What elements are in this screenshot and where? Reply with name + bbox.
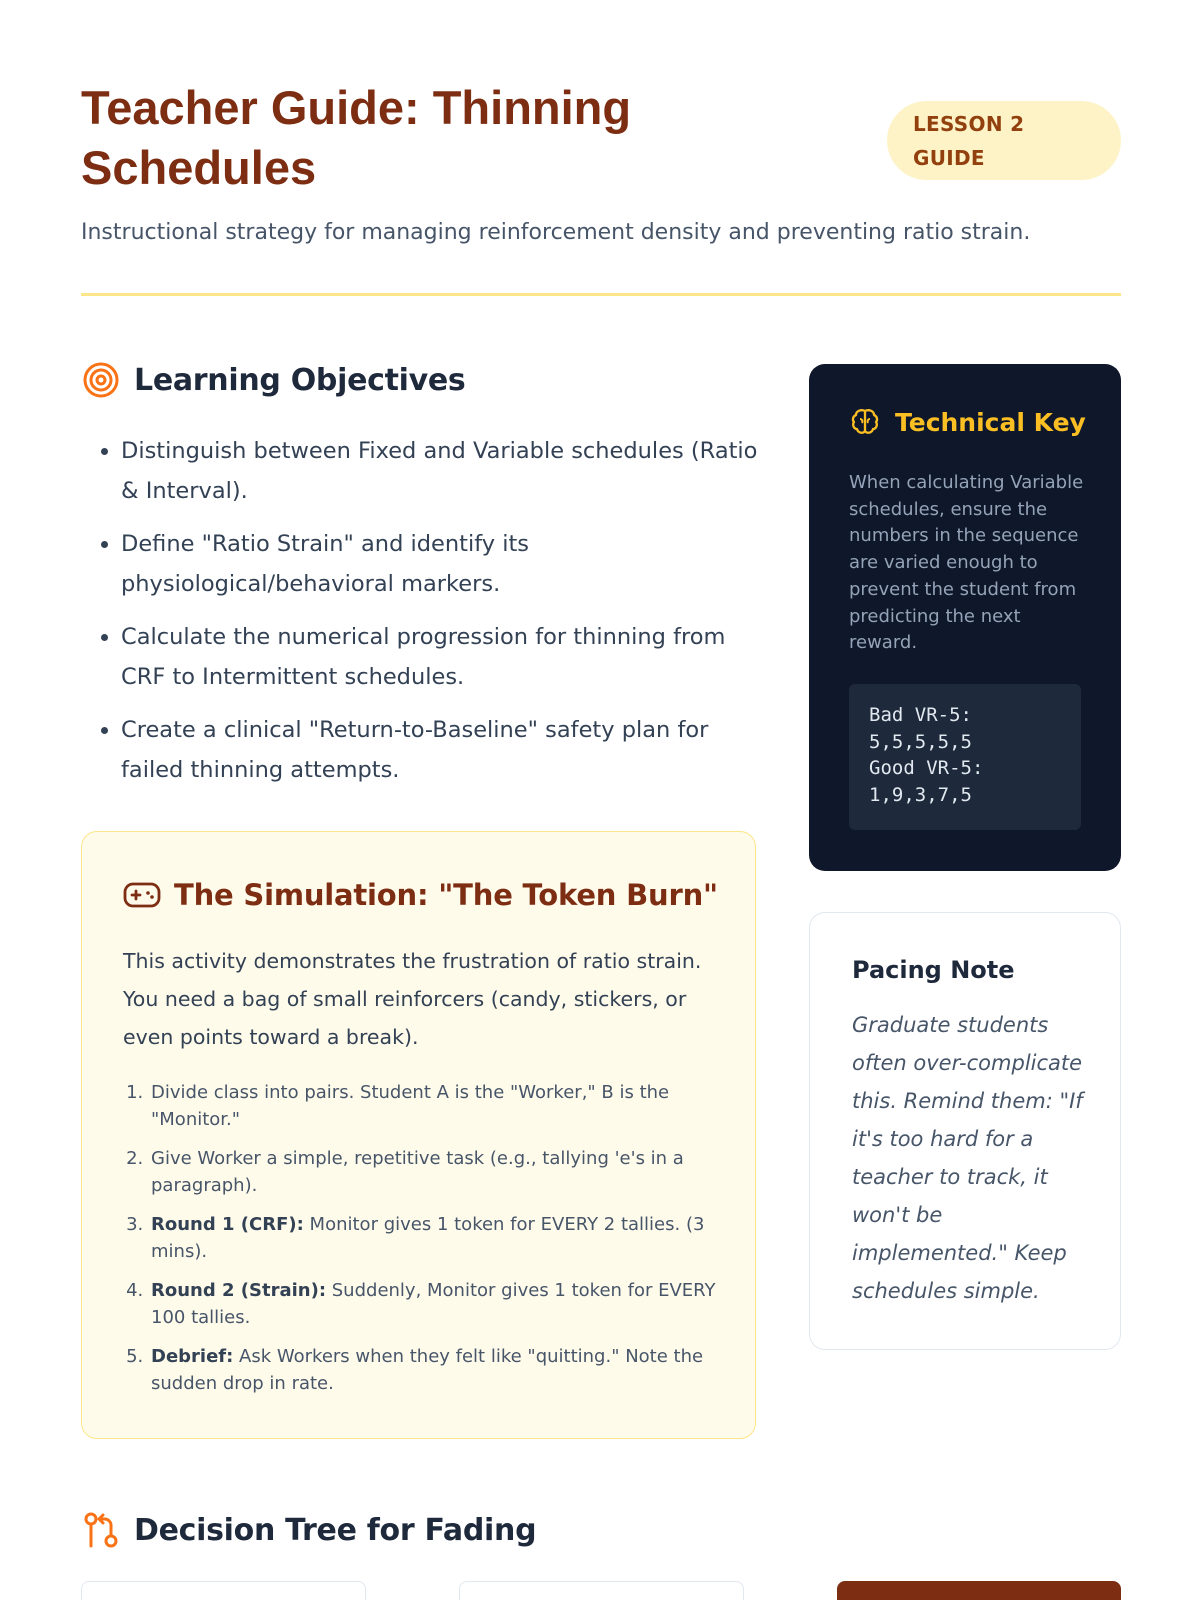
objectives-list	[121, 431, 761, 803]
simulation-header	[122, 875, 718, 915]
target-icon	[81, 360, 121, 400]
lesson-badge: LESSON 2 GUIDE	[887, 101, 1121, 180]
simulation-steps	[149, 1080, 719, 1410]
page-subtitle: Instructional strategy for managing reinforcement density and preventing ratio strain.	[81, 220, 1031, 245]
simulation-card	[81, 831, 756, 1439]
pacing-note-card	[809, 912, 1121, 1350]
list-item: 1. Divide class into pairs. Student A is the "Worker," B is the "Monitor."	[149, 1080, 719, 1133]
technical-key-card	[809, 364, 1121, 871]
list-item: 2. Give Worker a simple, repetitive task (e.g., tallying 'e's in a paragraph).	[149, 1146, 719, 1199]
list-item: • Define "Ratio Strain" and identify its physiological/behavioral markers.	[121, 524, 761, 604]
technical-key-header	[849, 406, 1086, 438]
decision-tree-card-highlight	[837, 1581, 1121, 1600]
code-line: Good VR-5:	[869, 757, 984, 779]
gamepad-icon	[122, 875, 162, 915]
pacing-note-heading: Pacing Note	[852, 956, 1015, 984]
list-item: 4. Round 2 (Strain): Suddenly, Monitor gives 1 token for EVERY 100 tallies.	[149, 1278, 719, 1331]
list-item: 5. Debrief: Ask Workers when they felt like "quitting." Note the sudden drop in rate.	[149, 1344, 719, 1397]
pacing-note-body: Graduate students often over-complicate this. Remind them: "If it's too hard for a teacher to track, it won't be implemented." Keep schedules simple.	[852, 1013, 1083, 1303]
code-line: 1,9,3,7,5	[869, 783, 972, 806]
list-item: • Calculate the numerical progression for thinning from CRF to Intermittent schedules.	[121, 617, 761, 697]
technical-key-heading: Technical Key	[895, 407, 1086, 437]
objectives-header	[81, 360, 466, 400]
git-branch-icon	[81, 1510, 121, 1550]
list-item: • Distinguish between Fixed and Variable schedules (Ratio & Interval).	[121, 431, 761, 511]
simulation-intro: This activity demonstrates the frustration of ratio strain. You need a bag of small reinforcers (candy, stickers, or even points toward a break).	[123, 949, 702, 1049]
code-line: 5,5,5,5,5	[869, 730, 972, 753]
list-item: 3. Round 1 (CRF): Monitor gives 1 token for EVERY 2 tallies. (3 mins).	[149, 1212, 719, 1265]
page-title: Teacher Guide: Thinning Schedules	[81, 81, 632, 194]
decision-tree-heading: Decision Tree for Fading	[134, 1512, 537, 1548]
code-example	[849, 684, 1081, 830]
decision-tree-card	[81, 1581, 366, 1600]
teacher-guide-page	[81, 0, 1121, 1600]
header-divider	[81, 293, 1121, 296]
list-item: • Create a clinical "Return-to-Baseline" safety plan for failed thinning attempts.	[121, 710, 761, 790]
simulation-heading: The Simulation: "The Token Burn"	[174, 878, 718, 912]
decision-tree-header	[81, 1510, 536, 1550]
objectives-heading: Learning Objectives	[134, 362, 466, 398]
code-line: Bad VR-5:	[869, 704, 972, 726]
technical-key-body: When calculating Variable schedules, ensure the numbers in the sequence are varied enough to prevent the student from predicting the next reward.	[849, 472, 1084, 654]
brain-icon	[849, 406, 881, 438]
decision-tree-card	[459, 1581, 744, 1600]
